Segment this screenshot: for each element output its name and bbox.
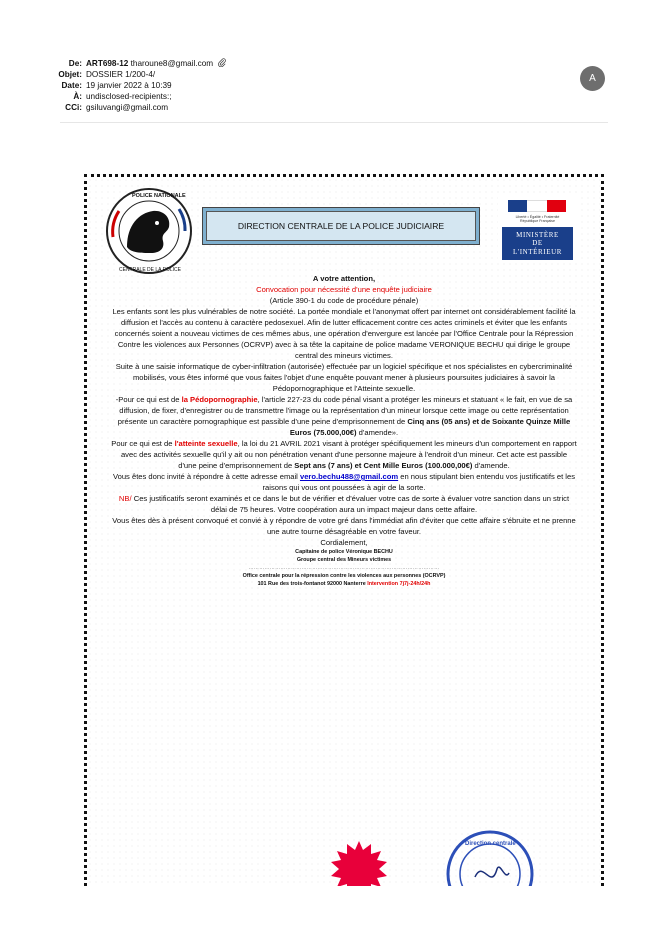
to-label: À: (73, 92, 82, 101)
svg-text:Direction centrale: Direction centrale (465, 841, 516, 847)
office-address: 101 Rue des trois-fontanot 92000 Nanterre Intervention 7j7j-24h/24h (257, 581, 431, 587)
paperclip-icon[interactable] (218, 58, 226, 67)
paragraph-3: -Pour ce qui est de la Pédopornographie, l'article 227-23 du code pénal visant a protéger les mineurs et statuant « le fait, en vue de sa diffusion, de fixer, d'enregistrer ou de transmettre l'image ou la représentation d'un mineur lorsque cette image ou cette représentation présente un caractère pornographique est passible d'une peine d'emprisonnement de Cinq ans (05 ans) et de Soixante Quinze Mille Euros (75.000,00€) d'amende». (115, 395, 573, 437)
police-nationale-logo (105, 187, 193, 275)
dotted-separator: ……………………………………………………………………………………………… (248, 565, 440, 571)
subject-row (0, 69, 668, 80)
paragraph-5: Vous êtes donc invité à répondre à cette adresse email vero.bechu488@gmail.com en nous stipulant bien entendu vos justificatifs et les raisons qui vous ont poussées à agir de la sorte. (112, 472, 576, 492)
banner-title: DIRECTION CENTRALE DE LA POLICE JUDICIAIRE (206, 211, 476, 241)
date-value: 19 janvier 2022 à 10:39 (86, 81, 172, 90)
sender-address[interactable]: tharoune8@gmail.com (130, 59, 214, 68)
from-label: De: (68, 59, 82, 68)
red-seal-icon (331, 841, 387, 886)
ministere-block: MINISTÈRE DE L'INTÉRIEUR (502, 227, 573, 260)
banner (202, 207, 480, 245)
subject-value: DOSSIER 1/200-4/ (86, 70, 156, 79)
svg-text:POLICE NATIONALE: POLICE NATIONALE (132, 193, 186, 199)
closing: Cordialement, (320, 538, 368, 547)
ministere-interieur-logo (498, 195, 577, 263)
paragraph-2: Suite à une saisie informatique de cyber-infiltration (autorisée) effectuée par un logiciel spécifique et nos spécialistes en cybercriminalité mobilisés, vous êtes informé que vous faites l'objet d'une enquête pouvant mener à plusieurs poursuites judiciaires à savoir la Pédopornographique et l'Atteinte sexuelle. (115, 362, 573, 393)
letter-document (84, 174, 604, 886)
header-divider (60, 122, 608, 123)
to-row (0, 91, 668, 102)
paragraph-4: Pour ce qui est de l'atteinte sexuelle, la loi du 21 AVRIL 2021 visant à protéger spécifiquement les mineurs d'un comportement en rapport avec des activités sexuelle qu'il y ait ou non pénétration venant d'une personne majeure à l'endroit d'un mineur. Cet acte est passible d'une peine d'emprisonnement de Sept ans (7 ans) et Cent Mille Euros (100.000,00€) d'amende. (111, 439, 577, 470)
svg-text:CENTRALE DE LA POLICE: CENTRALE DE LA POLICE (119, 267, 181, 273)
date-label: Date: (61, 81, 82, 90)
article-reference: (Article 390-1 du code de procédure pénale) (269, 296, 419, 305)
french-flag-icon (508, 200, 566, 212)
avatar[interactable]: A (580, 66, 605, 91)
paragraph-1: Les enfants sont les plus vulnérables de notre société. La portée mondiale et l'anonymat offert par internet ont considérablement facilité la diffusion et l'accès au contenu à caractère pedosexuel. Afin de lutter efficacement contre ces actes criminels et éviter que les enfants concernés soient a nouveau victimes de ces mêmes abus, une opération d'envergure est lancée par l'Office Centrale pour la Répression Contre les violences aux Personnes (OCRVP) avec à sa tête la capitaine de police madame VERONIQUE BECHU qui dirige le groupe central des mineurs victimes. (112, 307, 576, 360)
paragraph-7: Vous êtes dès à présent convoqué et convié à y répondre de votre gré dans l'immédiat afin d'éviter que cette affaire s'ébruite et ne prenne une autre tourne désagréable en votre faveur. (112, 516, 576, 536)
paragraph-6: NB/ Ces justificatifs seront examinés et ce dans le but de vérifier et d'évaluer votre cas de sorte à évaluer votre sanction dans un strict délai de 75 heures. Votre coopération aura un impact majeur dans cette affaire. (118, 494, 570, 514)
contact-email-link[interactable]: vero.bechu488@gmail.com (299, 472, 399, 481)
signature-group: Groupe central des Mineurs victimes (296, 557, 392, 563)
cci-value[interactable]: gsiluvangi@gmail.com (86, 103, 169, 112)
signature-name: Capitaine de police Véronique BECHU (295, 549, 393, 555)
office-name: Office centrale pour la répression contre les violences aux personnes (OCRVP) (242, 573, 446, 579)
to-value: undisclosed-recipients:; (86, 92, 172, 101)
sender-name[interactable]: ART698-12 (86, 59, 129, 68)
subject-label: Objet: (58, 70, 82, 79)
cci-row (0, 102, 668, 113)
attention-heading: A votre attention, (312, 274, 376, 283)
letter-body (111, 273, 577, 588)
official-stamp-icon (445, 829, 535, 886)
republique-francaise-text: Liberté • Égalité • Fraternité République Française (515, 215, 560, 224)
date-row (0, 80, 668, 91)
email-header (0, 58, 668, 113)
cci-label: CCi: (65, 103, 82, 112)
convocation-heading: Convocation pour nécessité d'une enquête judiciaire (256, 285, 432, 294)
from-row (0, 58, 668, 69)
